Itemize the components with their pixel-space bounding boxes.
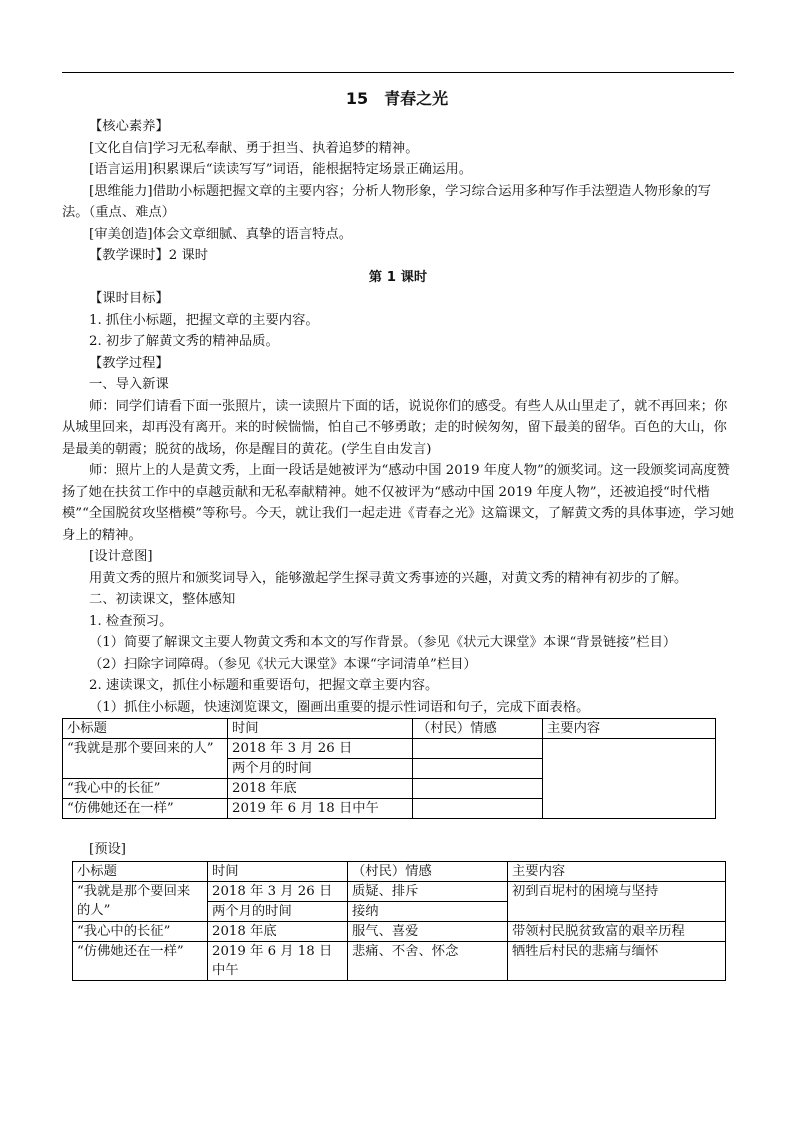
table-header-cell: 小标题 <box>63 719 228 739</box>
table-header-cell: 主要内容 <box>543 719 716 739</box>
preset-label: [预设] <box>89 842 126 857</box>
preset-cell-content: 初到百坭村的困境与坚持 <box>508 881 726 921</box>
preset-table <box>72 861 726 981</box>
preset-cell-time: 两个月的时间 <box>208 901 348 921</box>
table-cell-time: 2018 年 3 月 26 日 <box>228 739 413 759</box>
table-cell-emotion-blank <box>413 799 543 819</box>
preset-cell-subtitle: “仿佛她还在一样” <box>73 941 208 980</box>
table-header-row <box>73 861 726 881</box>
table-cell-content-blank <box>543 739 716 819</box>
table-header-cell: （村民）情感 <box>413 719 543 739</box>
read-heading: 2. 速读课文，抓住小标题和重要语句，把握文章主要内容。 <box>89 678 439 693</box>
process-heading: 【教学过程】 <box>89 355 169 371</box>
exercise-table <box>62 718 716 819</box>
preset-cell-subtitle: “我就是那个要回来的人” <box>73 881 208 921</box>
table-cell-subtitle: “我就是那个要回来的人” <box>63 739 228 779</box>
teaching-hours: 【教学课时】2 课时 <box>89 248 209 263</box>
table-row <box>73 921 726 941</box>
core-item-1: [文化自信]学习无私奉献、勇于担当、执着追梦的精神。 <box>89 140 419 156</box>
table-cell-subtitle: “我心中的长征” <box>63 779 228 799</box>
section1-heading: 一、导入新课 <box>89 377 169 392</box>
preset-cell-time: 2019 年 6 月 18 日中午 <box>208 941 348 980</box>
read-item-1: （1）抓住小标题，快速浏览课文，圈画出重要的提示性词语和句子，完成下面表格。 <box>89 699 590 715</box>
table-row <box>63 739 716 759</box>
check-item-1: （1）简要了解课文主要人物黄文秀和本文的写作背景。（参见《状元大课堂》本课“背景链接”栏目） <box>89 635 677 650</box>
check-item-2: （2）扫除字词障碍。（参见《状元大课堂》本课“字词清单”栏目） <box>89 656 477 672</box>
table-cell-emotion-blank <box>413 739 543 759</box>
core-item-3: [思维能力]借助小标题把握文章的主要内容；分析人物形象，学习综合运用多种写作手法塑造人物形象的写法。（重点、难点） <box>62 183 712 220</box>
table-header-cell: 时间 <box>228 719 413 739</box>
preset-cell-emotion: 服气、喜爱 <box>348 921 508 941</box>
section2-heading: 二、初读课文，整体感知 <box>89 592 236 607</box>
preset-cell-subtitle: “我心中的长征” <box>73 921 208 941</box>
preset-cell-emotion: 悲痛、不舍、怀念 <box>348 941 508 980</box>
table-header-cell: （村民）情感 <box>348 861 508 881</box>
core-item-2: [语言运用]积累课后“读读写写”词语，能根据特定场景正确运用。 <box>89 162 472 177</box>
preset-cell-time: 2018 年底 <box>208 921 348 941</box>
core-heading: 【核心素养】 <box>89 119 169 134</box>
table-row <box>73 881 726 901</box>
goal-2: 2. 初步了解黄文秀的精神品质。 <box>89 334 279 349</box>
preset-cell-content: 牺牲后村民的悲痛与缅怀 <box>508 941 726 980</box>
check-heading: 1. 检查预习。 <box>89 613 173 629</box>
document-body <box>62 116 734 981</box>
table-header-cell: 时间 <box>208 861 348 881</box>
preset-cell-emotion: 质疑、排斥 <box>348 881 508 901</box>
lesson-heading: 第 1 课时 <box>368 269 428 285</box>
goal-1: 1. 抓住小标题，把握文章的主要内容。 <box>89 312 319 328</box>
table-cell-emotion-blank <box>413 779 543 799</box>
preset-cell-content: 带领村民脱贫致富的艰辛历程 <box>508 921 726 941</box>
table-header-cell: 主要内容 <box>508 861 726 881</box>
core-item-4: [审美创造]体会文章细腻、真挚的语言特点。 <box>89 226 353 242</box>
table-header-cell: 小标题 <box>73 861 208 881</box>
table-cell-subtitle: “仿佛她还在一样” <box>63 799 228 819</box>
table-cell-time: 2018 年底 <box>228 779 413 799</box>
design-text: 用黄文秀的照片和颁奖词导入，能够激起学生探寻黄文秀事迹的兴趣，对黄文秀的精神有初步的了解。 <box>89 570 688 586</box>
table-header-row <box>63 719 716 739</box>
design-label: [设计意图] <box>89 549 153 564</box>
preset-cell-time: 2018 年 3 月 26 日 <box>208 881 348 901</box>
goals-heading: 【课时目标】 <box>89 291 169 306</box>
table-cell-time: 2019 年 6 月 18 日中午 <box>228 799 413 819</box>
section1-para2: 师：照片上的人是黄文秀，上面一段话是她被评为“感动中国 2019 年度人物”的颁奖词。这一段颁奖词高度赞扬了她在扶贫工作中的卓越贡献和无私奉献精神。她不仅被评为“感动中国 2019 年度人物”，还被追授“时代楷模”“全国脱贫攻坚楷模”等称号。今天，就让我们一起走进《青春之光》这篇课文，了解黄文秀的具体事迹，学习她身上的精神。 <box>62 463 734 543</box>
section1-para1: 师：同学们请看下面一张照片，读一读照片下面的话，说说你们的感受。有些人从山里走了，就不再回来；你从城里回来，却再没有离开。来的时候惴惴，怕自己不够勇敢；走的时候匆匆，留下最美的留华。百色的大山，你是最美的朝霞；脱贫的战场，你是醒目的黄花。(学生自由发言) <box>62 398 728 457</box>
header-rule <box>62 72 734 73</box>
preset-cell-emotion: 接纳 <box>348 901 508 921</box>
page-title: 15 青春之光 <box>345 89 449 108</box>
table-row <box>73 941 726 980</box>
table-cell-time: 两个月的时间 <box>228 759 413 779</box>
table-cell-emotion-blank <box>413 759 543 779</box>
